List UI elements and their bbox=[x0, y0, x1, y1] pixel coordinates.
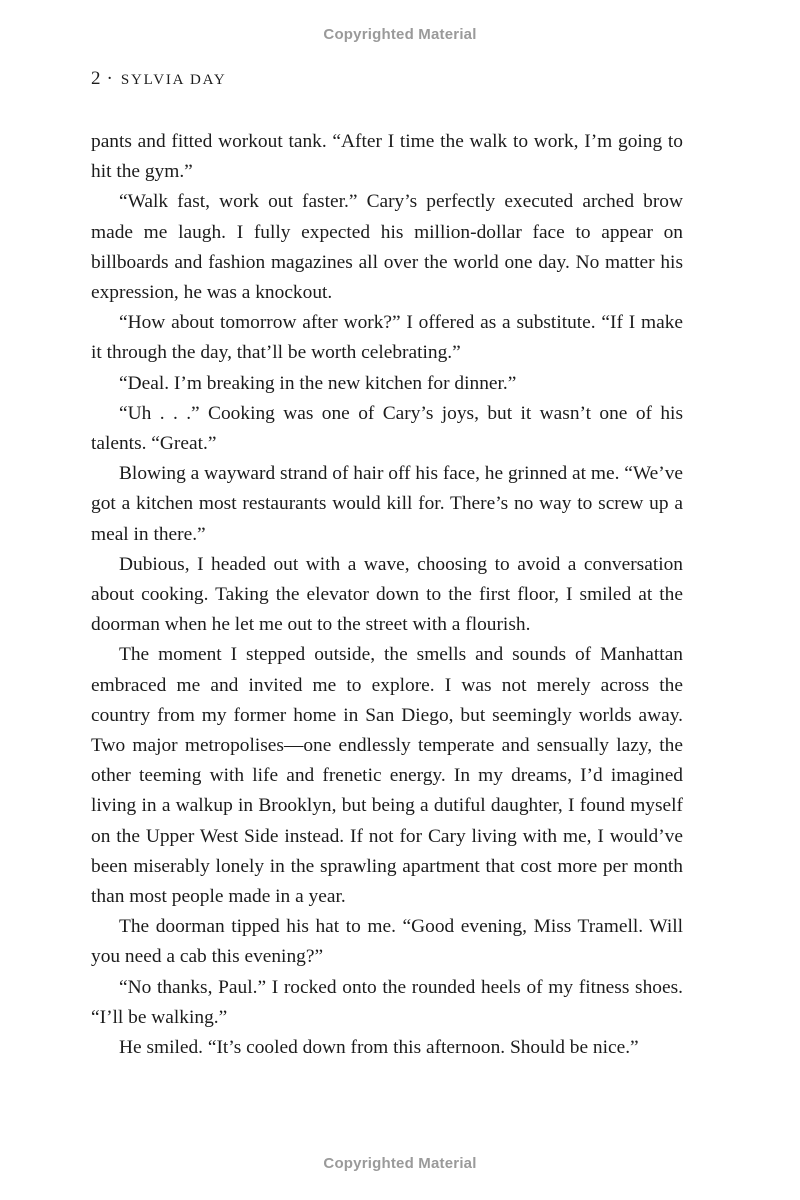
author-name: SYLVIA DAY bbox=[120, 72, 227, 88]
paragraph: “Walk fast, work out faster.” Cary’s perfectly executed arched brow made me laugh. I fully expected his million-dollar face to appear on billboards and fashion magazines all over the world one day. No matter his expression, he was a knockout. bbox=[91, 191, 683, 304]
paragraph: Dubious, I headed out with a wave, choosing to avoid a conversation about cooking. Taking the elevator down to the first floor, I smiled at the doorman when he let me out to the street with a flourish. bbox=[91, 553, 683, 636]
running-head-separator: · bbox=[106, 68, 113, 89]
running-head bbox=[91, 68, 227, 90]
paragraph: “How about tomorrow after work?” I offered as a substitute. “If I make it through the day, that’ll be worth celebrating.” bbox=[91, 312, 683, 364]
body-text bbox=[91, 127, 683, 1063]
paragraph: Blowing a wayward strand of hair off his face, he grinned at me. “We’ve got a kitchen most restaurants would kill for. There’s no way to screw up a meal in there.” bbox=[91, 463, 683, 545]
paragraph: The moment I stepped outside, the smells and sounds of Manhattan embraced me and invited me to explore. I was not merely across the country from my former home in San Diego, but seemingly worlds away. Two major metropolises—one endlessly temperate and sensually lazy, the other teeming with life and frenetic energy. In my dreams, I’d imagined living in a walkup in Brooklyn, but being a dutiful daughter, I found myself on the Upper West Side instead. If not for Cary living with me, I would’ve been miserably lonely in the sprawling apartment that cost more per month than most people made in a year. bbox=[91, 644, 683, 908]
copyright-watermark-bottom: Copyrighted Material bbox=[323, 1155, 477, 1172]
paragraph: He smiled. “It’s cooled down from this afternoon. Should be nice.” bbox=[119, 1037, 639, 1059]
paragraph: The doorman tipped his hat to me. “Good evening, Miss Tramell. Will you need a cab this evening?” bbox=[91, 916, 683, 968]
paragraph: “No thanks, Paul.” I rocked onto the rounded heels of my fitness shoes. “I’ll be walking.” bbox=[91, 976, 683, 1028]
paragraph: “Uh . . .” Cooking was one of Cary’s joys, but it wasn’t one of his talents. “Great.” bbox=[91, 402, 683, 455]
copyright-watermark-top: Copyrighted Material bbox=[323, 26, 477, 43]
page-number: 2 bbox=[91, 68, 101, 89]
paragraph-continued: pants and fitted workout tank. “After I time the walk to work, I’m going to hit the gym.” bbox=[91, 131, 683, 183]
paragraph: “Deal. I’m breaking in the new kitchen for dinner.” bbox=[119, 372, 517, 394]
